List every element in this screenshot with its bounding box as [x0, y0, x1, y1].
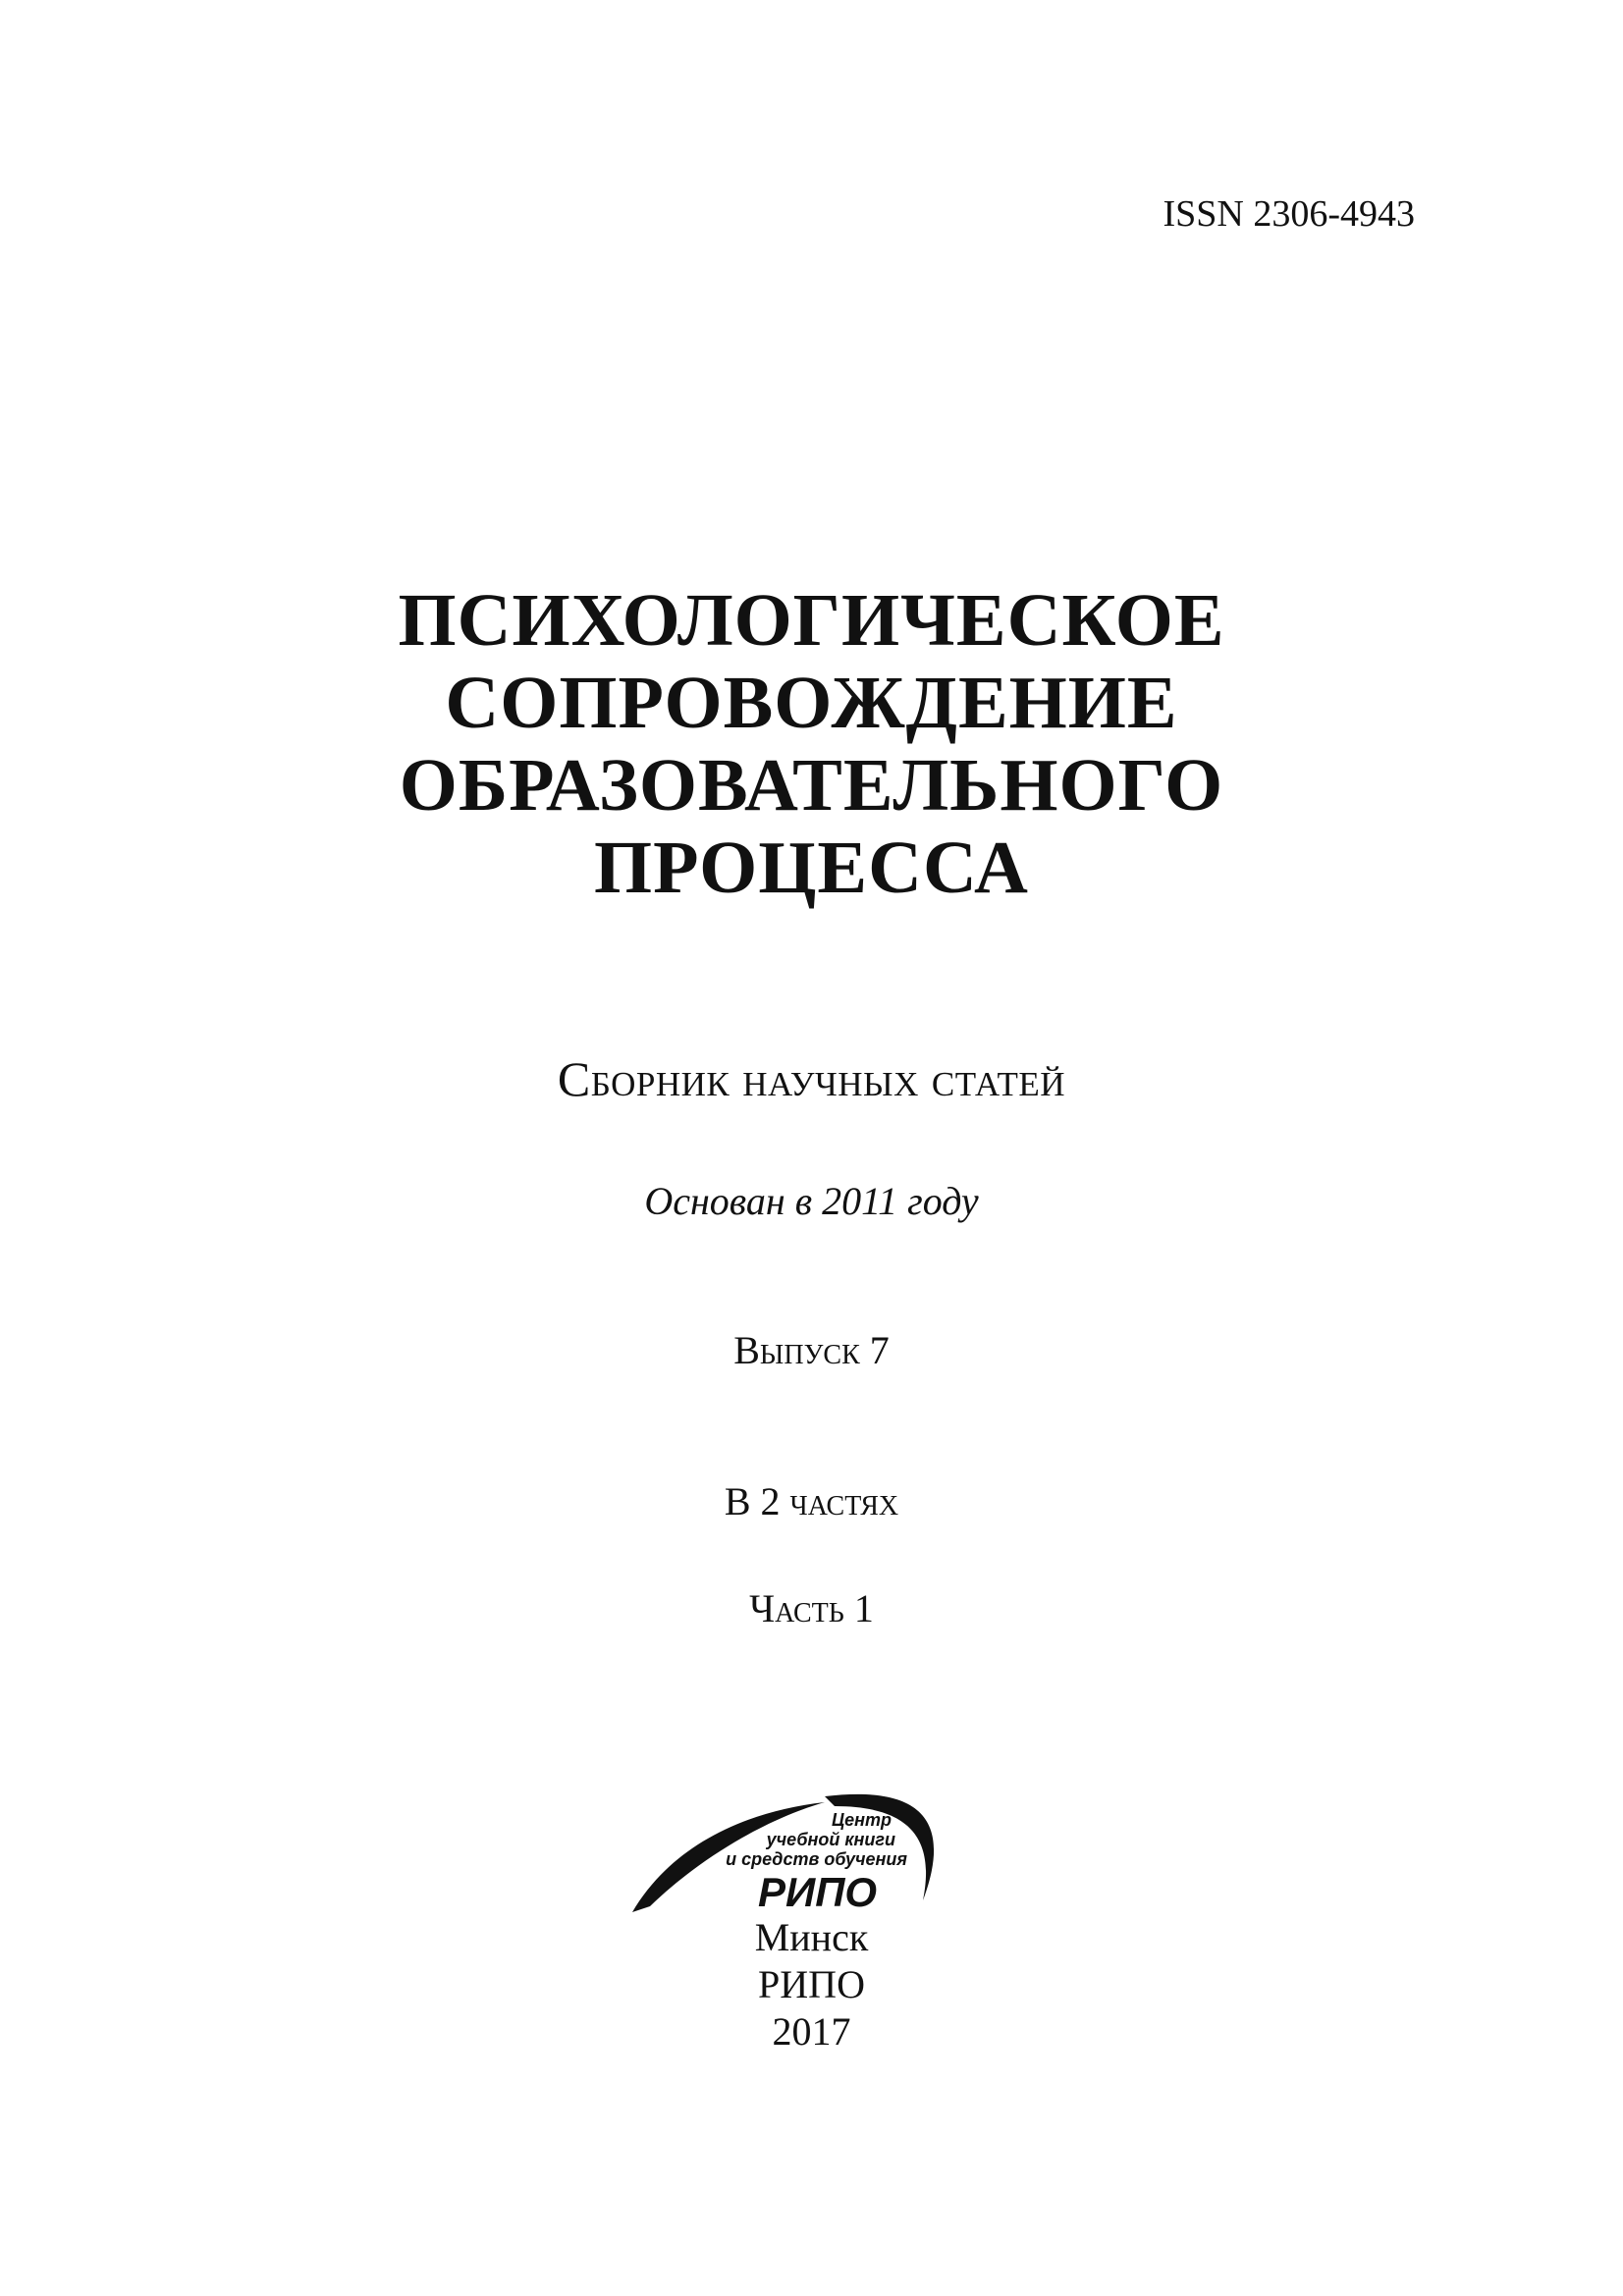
title-line-4: ПРОЦЕССА: [594, 827, 1029, 909]
parts-count: В 2 частях: [724, 1479, 899, 1523]
title-line-2: СОПРОВОЖДЕНИЕ: [445, 662, 1178, 744]
imprint: [0, 1914, 1623, 2056]
part-number: Часть 1: [749, 1586, 874, 1630]
logo-line-2: учебной книги: [766, 1830, 895, 1849]
book-title: [0, 579, 1623, 909]
issue-number: Выпуск 7: [733, 1328, 890, 1372]
logo-line-3: и средств обучения: [726, 1849, 907, 1869]
imprint-publisher: РИПО: [758, 1962, 865, 2006]
logo-line-1: Центр: [831, 1810, 892, 1830]
publisher-logo: [628, 1783, 952, 1920]
issn-number: ISSN 2306-4943: [1163, 193, 1415, 235]
imprint-year: 2017: [772, 2009, 851, 2054]
title-line-1: ПСИХОЛОГИЧЕСКОЕ: [398, 579, 1225, 662]
logo-name: РИПО: [758, 1869, 878, 1915]
title-line-3: ОБРАЗОВАТЕЛЬНОГО: [399, 744, 1224, 827]
subtitle: Сборник научных статей: [557, 1051, 1066, 1106]
imprint-city: Минск: [754, 1915, 869, 1959]
founded-note: Основан в 2011 году: [644, 1179, 979, 1223]
